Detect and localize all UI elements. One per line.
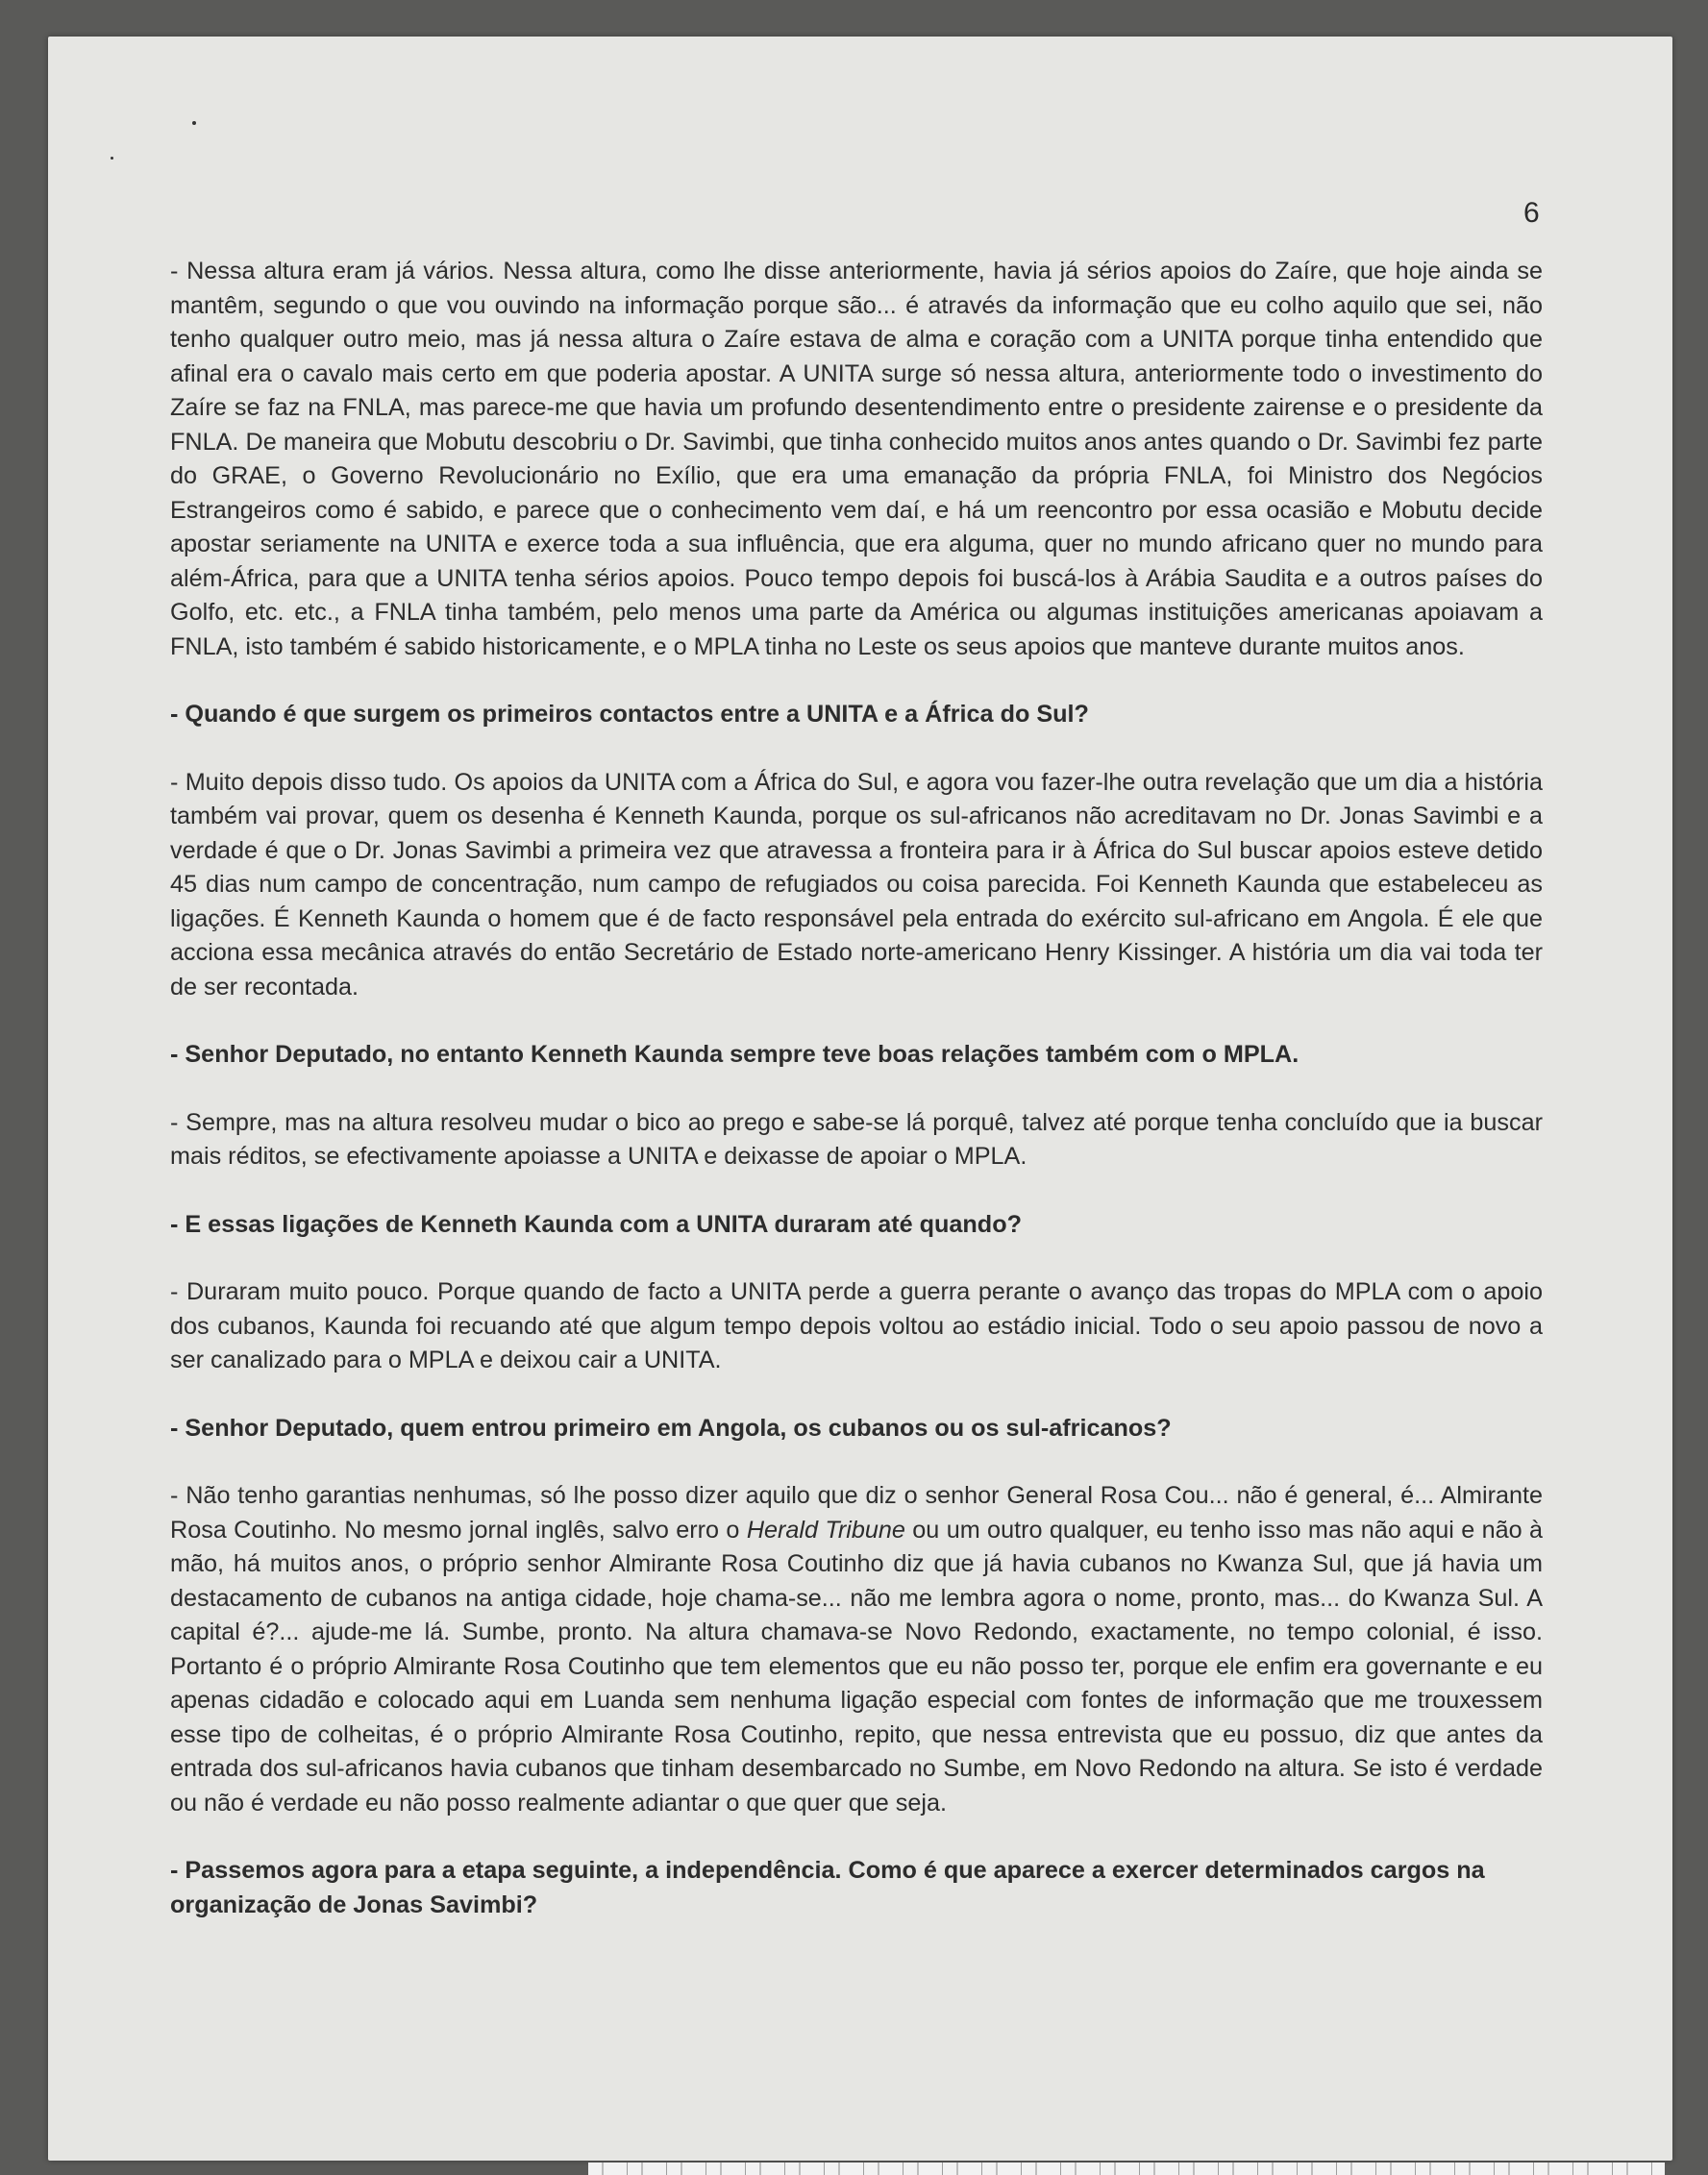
answer-paragraph [170,1479,1543,1820]
answer-text: ou um outro qualquer, eu tenho isso mas não aqui e não à mão, há muitos anos, o próprio senhor Almirante Rosa Coutinho diz que já havia cubanos no Kwanza Sul, que já havia um destacamento de cubanos na antiga cidade, hoje chama-se... não me lembra agora o nome, pronto, mas... do Kwanza Sul. A capital é?... ajude-me lá. Sumbe, pronto. Na altura chamava-se Novo Redondo, exactamente, no tempo colonial, é isso. Portanto é o próprio Almirante Rosa Coutinho que tem elementos que eu não posso ter, porque ele enfim era governante e eu apenas cidadão e colocado aqui em Luanda sem nenhuma ligação especial com fontes de informação que me trouxessem esse tipo de colheitas, é o próprio Almirante Rosa Coutinho, repito, que nessa entrevista que eu possuo, diz que antes da entrada dos sul-africanos havia cubanos que tinham desembarcado no Sumbe, em Novo Redondo na altura. Se isto é verdade ou não é verdade eu não posso realmente adiantar o que quer que seja. [170,1516,1543,1817]
question-paragraph: - E essas ligações de Kenneth Kaunda com a UNITA duraram até quando? [170,1210,1022,1238]
answer-paragraph: - Nessa altura eram já vários. Nessa altura, como lhe disse anteriormente, havia já sérios apoios do Zaíre, que hoje ainda se mantêm, segundo o que vou ouvindo na informação porque são... é através da informação que eu colho aquilo que sei, não tenho qualquer outro meio, mas já nessa altura o Zaíre estava de alma e coração com a UNITA porque tinha entendido que afinal era o cavalo mais certo em que poderia apostar. A UNITA surge só nessa altura, anteriormente todo o investimento do Zaíre se faz na FNLA, mas parece-me que havia um profundo desentendimento entre o presidente zairense e o presidente da FNLA. De maneira que Mobutu descobriu o Dr. Savimbi, que tinha conhecido muitos anos antes quando o Dr. Savimbi fez parte do GRAE, o Governo Revolucionário no Exílio, que era uma emanação da própria FNLA, foi Ministro dos Negócios Estrangeiros como é sabido, e parece que o conhecimento vem daí, e há um reencontro por essa ocasião e Mobutu decide apostar seriamente na UNITA e exerce toda a sua influência, que era alguma, quer no mundo africano quer no mundo para além-África, para que a UNITA tenha sérios apoios. Pouco tempo depois foi buscá-los à Arábia Saudita e a outros países do Golfo, etc. etc., a FNLA tinha também, pelo menos uma parte da América ou algumas instituições americanas apoiavam a FNLA, isto também é sabido historicamente, e o MPLA tinha no Leste os seus apoios que manteve durante muitos anos. [170,258,1543,660]
ink-speck [111,157,113,160]
page-number: 6 [1523,197,1540,229]
answer-paragraph: - Sempre, mas na altura resolveu mudar o bico ao prego e sabe-se lá porquê, talvez até porque tenha concluído que ia buscar mais réditos, se efectivamente apoiasse a UNITA e deixasse de apoiar o MPLA. [170,1108,1543,1170]
ink-speck [192,121,196,125]
newspaper-title: Herald Tribune [746,1516,905,1544]
question-paragraph: - Senhor Deputado, quem entrou primeiro em Angola, os cubanos ou os sul-africanos? [170,1414,1172,1442]
interview-text [170,255,1543,1956]
scan-scale-bar [588,2163,1665,2175]
answer-paragraph: - Muito depois disso tudo. Os apoios da UNITA com a África do Sul, e agora vou fazer-lhe outra revelação que um dia a história também vai provar, quem os desenha é Kenneth Kaunda, porque os sul-africanos não acreditavam no Dr. Jonas Savimbi e a verdade é que o Dr. Jonas Savimbi a primeira vez que atravessa a fronteira para ir à África do Sul buscar apoios esteve detido 45 dias num campo de concentração, num campo de refugiados ou coisa parecida. Foi Kenneth Kaunda que estabeleceu as ligações. É Kenneth Kaunda o homem que é de facto responsável pela entrada do exército sul-africano em Angola. É ele que acciona essa mecânica através do então Secretário de Estado norte-americano Henry Kissinger. A história um dia vai toda ter de ser recontada. [170,768,1543,1001]
question-paragraph: - Senhor Deputado, no entanto Kenneth Kaunda sempre teve boas relações também com o MPLA. [170,1041,1300,1068]
answer-text: - Não tenho garantias nenhumas, só lhe posso dizer aquilo que diz o senhor General Rosa Cou... não é general, é... Almirante Rosa Coutinho. No mesmo jornal inglês, salvo erro o [170,1482,1543,1544]
question-paragraph: - Quando é que surgem os primeiros contactos entre a UNITA e a África do Sul? [170,701,1089,728]
question-paragraph: - Passemos agora para a etapa seguinte, a independência. Como é que aparece a exercer determinados cargos na organização de Jonas Savimbi? [170,1857,1485,1918]
answer-paragraph: - Duraram muito pouco. Porque quando de facto a UNITA perde a guerra perante o avanço das tropas do MPLA com o apoio dos cubanos, Kaunda foi recuando até que algum tempo depois voltou ao estádio inicial. Todo o seu apoio passou de novo a ser canalizado para o MPLA e deixou cair a UNITA. [170,1278,1543,1373]
